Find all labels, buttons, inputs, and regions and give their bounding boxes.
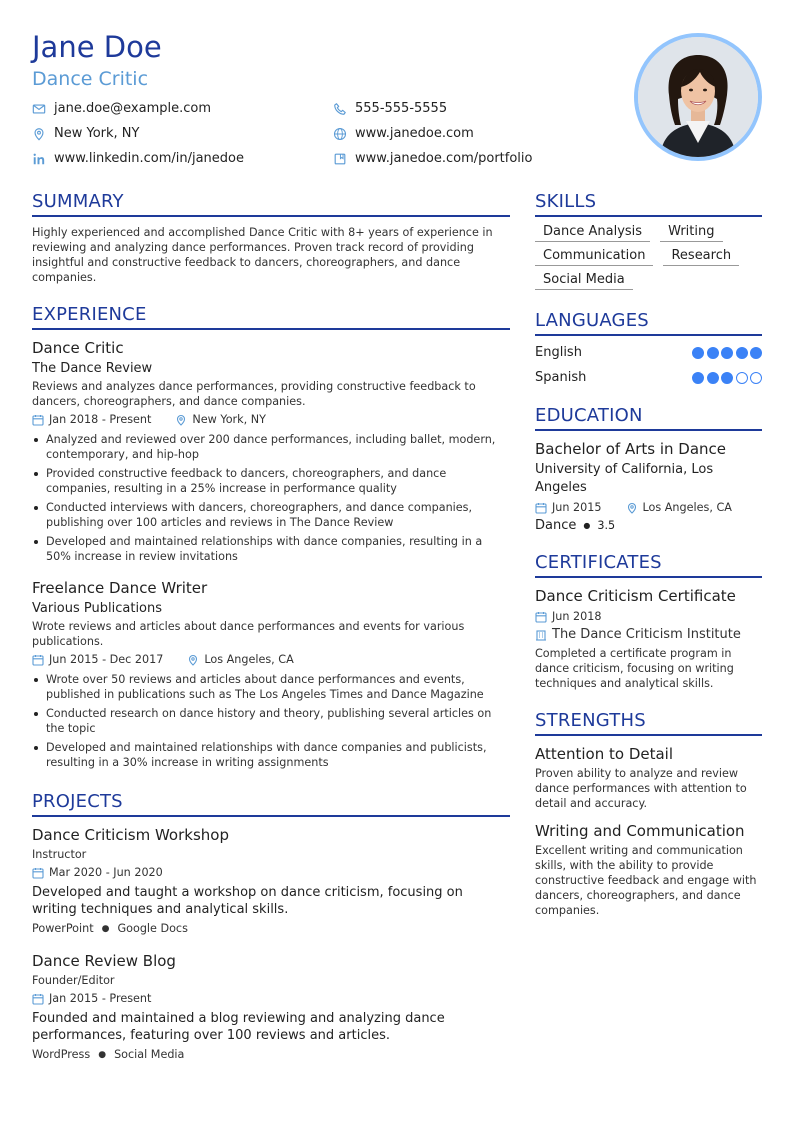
building-icon [535,629,547,641]
project-role: Founder/Editor [32,974,115,987]
job-title: Freelance Dance Writer [32,579,208,597]
calendar-icon [535,611,547,623]
languages-heading: LANGUAGES [535,309,762,336]
job-entry [32,578,510,770]
job-entry [32,338,510,564]
website-contact[interactable] [333,126,474,142]
projects-heading: PROJECTS [32,790,510,817]
project-meta [32,865,510,881]
certificate-description: Completed a certificate program in dance criticism, focusing on writing techniques and analytical skills. [535,647,734,690]
job-bullets [32,672,510,770]
proficiency-dot-filled [721,372,733,384]
bullet-item: Conducted interviews with dancers, choreographers, and dance companies, publishing over 100 articles and reviews in The Dance Review [32,500,510,530]
bullet-item: Analyzed and reviewed over 200 dance performances, including ballet, modern, contemporary, and hip-hop [32,432,510,462]
project-title: Dance Criticism Workshop [32,826,229,844]
portfolio-text: www.janedoe.com/portfolio [355,151,533,166]
education-heading: EDUCATION [535,404,762,431]
location-pin-icon [187,654,199,666]
education-location: Los Angeles, CA [642,501,732,514]
degree-title: Bachelor of Arts in Dance [535,440,727,458]
job-description: Wrote reviews and articles about dance performances and events for various publications. [32,620,465,648]
job-meta [32,652,510,668]
proficiency-dot-filled [736,347,748,359]
bullet-item: Developed and maintained relationships with dance companies, resulting in a 50% increase in review invitations [32,534,510,564]
project-tools: WordPress ● Social Media [32,1048,185,1061]
project-dates: Jan 2015 - Present [49,992,152,1005]
certificate-date-row [535,609,762,625]
strength-title: Attention to Detail [535,745,674,763]
skill-tag: Writing [660,223,722,242]
skill-tag: Communication [535,247,653,266]
proficiency-dot-filled [707,347,719,359]
project-title: Dance Review Blog [32,952,176,970]
job-location: Los Angeles, CA [204,653,294,666]
strength-description: Excellent writing and communication skills, with the ability to provide constructive feedback and engage with dancers, choreographers, and dance companies. [535,844,757,917]
project-description: Founded and maintained a blog reviewing and analyzing dance performances, featuring over 100 reviews and articles. [32,1011,445,1043]
portfolio-icon [333,152,347,166]
skill-tag: Research [663,247,739,266]
job-location: New York, NY [192,413,266,426]
certificate-issuer: The Dance Criticism Institute [552,627,741,642]
tool-item: PowerPoint [32,922,94,935]
left-column [32,190,510,1063]
strength-description: Proven ability to analyze and review dance performances with attention to detail and accuracy. [535,767,747,810]
job-description: Reviews and analyzes dance performances, providing constructive feedback to dancers, choreographers, and dance companies. [32,380,476,408]
certificates-heading: CERTIFICATES [535,551,762,578]
profile-photo-image [638,37,758,157]
school-name: University of California, Los Angeles [535,462,714,495]
proficiency-dot-filled [692,347,704,359]
project-tools: PowerPoint ● Google Docs [32,922,188,935]
email-contact[interactable] [32,101,211,117]
calendar-icon [32,414,44,426]
education-field: Dance [535,518,577,533]
proficiency-dot-filled [721,347,733,359]
calendar-icon [32,867,44,879]
right-column [535,190,762,918]
bullet-item: Conducted research on dance history and theory, publishing several articles on the topic [32,706,510,736]
linkedin-contact[interactable] [32,151,244,167]
proficiency-dot-empty [750,372,762,384]
job-meta [32,412,510,428]
linkedin-text: www.linkedin.com/in/janedoe [54,151,244,166]
language-row [535,369,762,386]
proficiency-dots [690,347,763,359]
skill-tag: Social Media [535,271,633,290]
proficiency-dot-filled [750,347,762,359]
tool-item: Social Media [114,1048,185,1061]
location-contact [32,126,139,142]
experience-heading: EXPERIENCE [32,303,510,330]
phone-contact[interactable] [333,101,447,117]
job-bullets [32,432,510,564]
location-pin-icon [32,127,46,141]
mail-icon [32,102,46,116]
website-text: www.janedoe.com [355,126,474,141]
calendar-icon [535,502,547,514]
project-dates: Mar 2020 - Jun 2020 [49,866,163,879]
project-meta [32,991,510,1007]
job-dates: Jan 2018 - Present [49,413,152,426]
job-company: Various Publications [32,601,163,616]
proficiency-dot-filled [707,372,719,384]
proficiency-dot-filled [692,372,704,384]
project-entry [32,951,510,1063]
bullet-item: Provided constructive feedback to dancers, choreographers, and dance companies, resulting in a 25% increase in performance quality [32,466,510,496]
language-name: Spanish [535,370,587,385]
location-pin-icon [626,502,638,514]
strengths-heading: STRENGTHS [535,709,762,736]
certificate-date: Jun 2018 [552,610,602,623]
linkedin-icon [32,152,46,166]
education-dates: Jun 2015 [552,501,602,514]
phone-icon [333,102,347,116]
calendar-icon [32,993,44,1005]
education-field-row: Dance ● 3.5 [535,518,616,533]
candidate-name: Jane Doe [32,30,162,64]
certificate-issuer-row [535,627,762,643]
project-entry [32,825,510,937]
job-dates: Jun 2015 - Dec 2017 [49,653,164,666]
project-description: Developed and taught a workshop on dance criticism, focusing on writing techniques and analytical skills. [32,885,463,917]
profile-photo [634,33,762,161]
summary-heading: SUMMARY [32,190,510,217]
phone-text: 555-555-5555 [355,101,448,116]
location-text: New York, NY [54,126,140,141]
bullet-item: Developed and maintained relationships with dance companies and publicists, resulting in a 30% increase in writing assignments [32,740,510,770]
certificate-title: Dance Criticism Certificate [535,587,736,605]
proficiency-dot-empty [736,372,748,384]
skills-list [535,223,762,295]
candidate-title: Dance Critic [32,68,149,90]
language-name: English [535,345,582,360]
proficiency-dots [690,372,763,384]
education-meta [535,500,762,516]
portfolio-contact[interactable] [333,151,533,167]
strength-title: Writing and Communication [535,822,745,840]
education-gpa: 3.5 [597,519,616,532]
tool-item: Google Docs [117,922,188,935]
email-text: jane.doe@example.com [54,101,212,116]
job-title: Dance Critic [32,339,124,357]
bullet-item: Wrote over 50 reviews and articles about dance performances and events, published in publications such as The Los Angeles Times and Dance Magazine [32,672,510,702]
project-role: Instructor [32,848,87,861]
language-row [535,344,762,361]
skill-tag: Dance Analysis [535,223,650,242]
location-pin-icon [175,414,187,426]
globe-icon [333,127,347,141]
calendar-icon [32,654,44,666]
job-company: The Dance Review [32,361,153,376]
summary-text: Highly experienced and accomplished Dance Critic with 8+ years of experience in reviewing and analyzing dance performances. Proven track record of providing insightful and constructive feedback to dancers, choreographers, and dance companies. [32,226,493,284]
tool-item: WordPress [32,1048,91,1061]
skills-heading: SKILLS [535,190,762,217]
